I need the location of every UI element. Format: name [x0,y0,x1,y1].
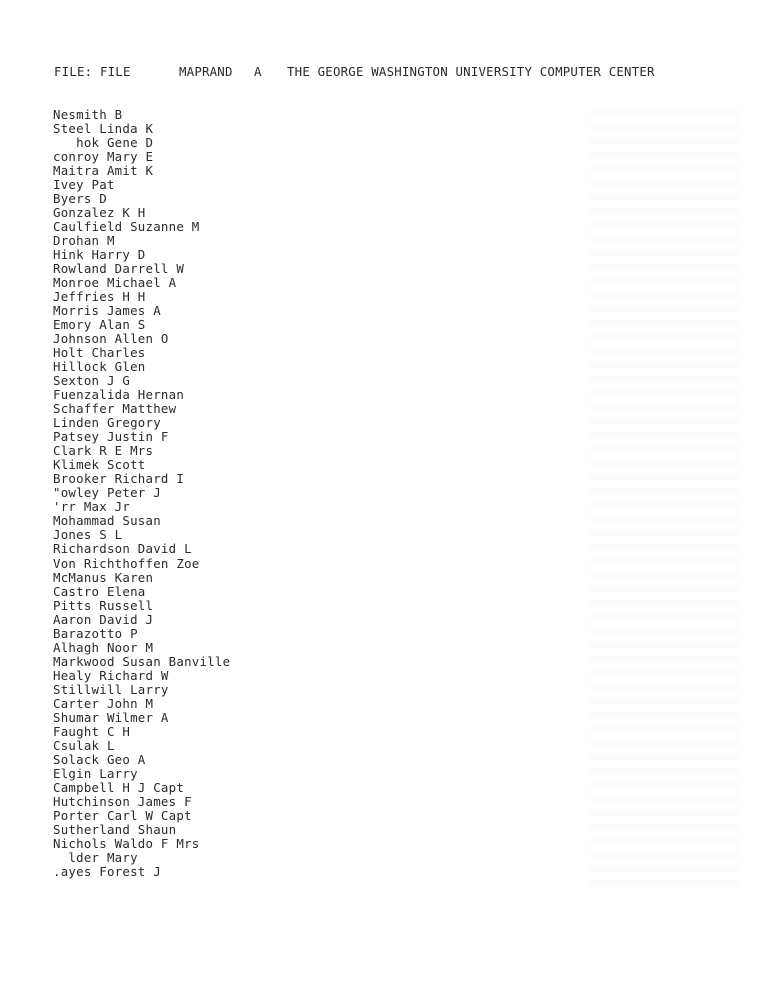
name-entry: Nesmith B [53,107,123,122]
name-entry: Hillock Glen [53,359,146,375]
name-entry: McManus Karen [53,569,154,585]
name-entry: .ayes Forest J [53,863,161,879]
name-entry: Faught C H [53,723,131,739]
name-entry: Caulfield Suzanne M [53,219,200,235]
name-entry: Johnson Allen O [53,331,169,347]
name-entry: Richardson David L [53,541,192,557]
name-entry: hok Gene D [53,135,154,151]
name-entry: Patsey Justin F [53,429,169,445]
name-entry: Von Richthoffen Zoe [53,555,200,571]
file-label: FILE: FILE [54,64,131,79]
name-entry: Stillwill Larry [53,681,169,697]
name-entry: Alhagh Noor M [53,639,154,655]
name-entry: conroy Mary E [53,149,154,165]
name-entry: Fuenzalida Hernan [53,387,185,403]
name-entry: Hutchinson James F [53,793,192,809]
name-entry: Byers D [53,191,107,207]
page-header [54,64,744,82]
computer-center-title: THE GEORGE WASHINGTON UNIVERSITY COMPUTER CENTER [287,64,655,79]
name-entry: Monroe Michael A [53,275,177,291]
bleed-through-shadow [590,110,740,890]
name-entry: Jeffries H H [53,289,146,305]
name-entry: Steel Linda K [53,121,154,137]
name-entry: Morris James A [53,303,161,319]
name-entry: Hink Harry D [53,247,146,263]
name-entry: Klimek Scott [53,457,146,473]
name-entry: 'rr Max Jr [53,499,131,515]
name-entry: Csulak L [53,737,115,753]
name-entry: Clark R E Mrs [53,443,154,459]
name-entry: Ivey Pat [53,177,115,193]
name-entry: Healy Richard W [53,667,169,683]
name-entry: Shumar Wilmer A [53,709,169,725]
name-entry: Mohammad Susan [53,513,161,529]
name-entry: Solack Geo A [53,751,146,767]
file-mode: A [254,64,262,79]
name-entry: Sexton J G [53,373,131,389]
file-name: MAPRAND [179,64,233,79]
name-entry: lder Mary [53,849,138,865]
name-entry: Markwood Susan Banville [53,653,231,669]
name-entry: Aaron David J [53,611,154,627]
name-entry: Carter John M [53,695,154,711]
name-entry: Gonzalez K H [53,205,146,221]
name-entry: Pitts Russell [53,597,154,613]
name-entry: Castro Elena [53,583,146,599]
name-entry: Nichols Waldo F Mrs [53,835,200,851]
name-entry: Linden Gregory [53,415,161,431]
name-entry: Elgin Larry [53,765,138,781]
name-entry: Porter Carl W Capt [53,807,192,823]
name-entry: Schaffer Matthew [53,401,177,417]
name-entry: Drohan M [53,233,115,249]
name-entry: Maitra Amit K [53,163,154,179]
name-entry: "owley Peter J [53,485,161,501]
name-entry: Rowland Darrell W [53,261,185,277]
name-entry: Campbell H J Capt [53,779,185,795]
name-list [53,108,230,879]
name-entry: Brooker Richard I [53,471,185,487]
name-entry: Sutherland Shaun [53,821,177,837]
name-entry: Jones S L [53,527,123,543]
name-entry: Barazotto P [53,625,138,641]
name-entry: Holt Charles [53,345,146,361]
name-entry: Emory Alan S [53,317,146,333]
